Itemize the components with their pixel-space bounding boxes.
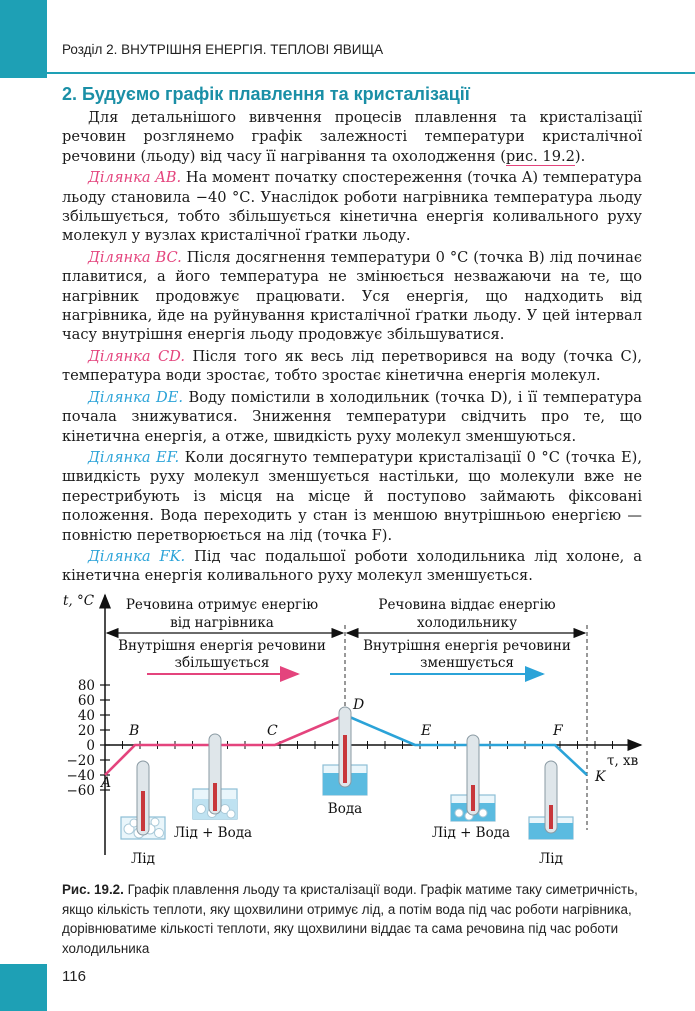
body-text [62,108,642,588]
y-tick-label: 20 [77,723,95,739]
paragraph-fk: Ділянка FK. Під час подальшої роботи холодильника лід холоне, а кінетична енергія коливального руху молекул зменшується. [62,547,642,585]
y-axis-label: t, °C [63,593,95,609]
paragraph-cd: Ділянка CD. Після того як весь лід перетворився на воду (точка C), температура води зростає, тобто зростає кінетична енергія молекул. [62,347,643,385]
cool-title-line-2: холодильнику [416,615,518,631]
y-tick-label: 60 [77,693,95,709]
heat-title-line-2: від нагрівника [170,615,274,631]
page-number: 116 [62,968,86,985]
y-tick-label: 40 [77,708,95,724]
x-axis-label: τ, хв [607,753,639,769]
energy-decrease-line-1: Внутрішня енергія речовини [363,638,571,654]
point-label-a: A [101,775,112,791]
section-title: 2. Будуємо графік плавлення та кристалізації [62,84,470,104]
energy-decrease-line-2: зменшується [420,655,514,671]
segment-label-cd: Ділянка CD. [88,347,185,365]
segment-label-de: Ділянка DE. [88,388,183,406]
point-label-f: F [553,723,563,739]
label-water: Вода [327,801,363,817]
y-tick-label: −40 [66,768,95,784]
paragraph-bc: Ділянка BC. Після досягнення температури 0 °С (точка B) лід починає плавитися, а його температура не змінюється незважаючи на те, що нагрівник продовжує працювати. Уся енергія, що надходить від нагрівника, йде на руйнування кристалічної ґратки льоду. У цей інтервал часу внутрішня енергія льоду продовжує збільшуватися. [62,248,642,344]
y-tick-label: 0 [86,738,95,754]
segment-label-ab: Ділянка AB. [88,169,182,187]
point-label-e: E [421,723,432,739]
paragraph-ef: Ділянка EF. Коли досягнуто температури кристалізації 0 °С (точка E), швидкість руху молекул зменшується настільки, що молекули вже не перестрибують із місця на місце й поступово займають фіксовані положення. Вода переходить у стан із меншою внутрішньою енергією — повністю перетворюється на лід (точка F). [62,448,642,544]
ice-water-container-illustration-2 [451,735,495,821]
chapter-color-tab [0,0,47,78]
ice-container-illustration [121,761,165,839]
y-tick-label: −60 [66,783,95,799]
page-color-tab [0,964,47,1011]
energy-increase-line-2: збільшується [174,655,270,671]
running-header: Розділ 2. ВНУТРІШНЯ ЕНЕРГІЯ. ТЕПЛОВІ ЯВИЩА [62,42,384,57]
ice-container-illustration-2 [529,761,573,839]
energy-increase-line-1: Внутрішня енергія речовини [118,638,326,654]
y-tick-label: 80 [77,678,95,694]
caption-label: Рис. 19.2. [62,882,124,897]
segment-label-bc: Ділянка BC. [88,248,182,266]
point-label-k: K [595,769,606,785]
figure-caption [62,880,642,958]
label-ice-water-2: Лід + Вода [431,825,511,841]
point-label-b: B [129,723,140,739]
point-label-d: D [353,697,365,713]
header-rule [47,72,695,74]
melting-crystallization-figure [55,585,645,875]
caption-text: Графік плавлення льоду та кристалізації води. Графік матиме таку симетричність, якщо кількість теплоти, яку щохвилини отримує лід, а потім вода під час роботи нагрівника, дорівнюватиме кількості теплоти, яку щохвилини віддає та сама речовина під час роботи холодильника [62,882,638,956]
paragraph-ab: Ділянка AB. На момент початку спостереження (точка A) температура льоду становила −40 °С. Унаслідок роботи нагрівника температура льоду збільшується, тобто збільшується кінетична енергія коливального руху молекул у вузлах кристалічної ґратки льоду. [62,169,642,245]
ice-water-container-illustration [193,734,237,819]
figure-link[interactable]: рис. 19.2 [505,147,575,165]
paragraph-intro: Для детальнішого вивчення процесів плавлення та кристалізації речовин розглянемо графік залежності температури кристалічної речовини (льоду) від часу її нагрівання та охолодження (рис. 19.2). [62,109,642,165]
label-ice-water: Лід + Вода [173,825,253,841]
cool-title-line-1: Речовина віддає енергію [378,597,556,613]
y-tick-label: −20 [66,753,95,769]
label-ice-2: Лід [539,851,563,867]
paragraph-de: Ділянка DE. Воду помістили в холодильник (точка D), і її температура почала знижуватися. Зниження температури свідчить про те, що кінетична енергія, а отже, швидкість руху молекул зменшуються. [62,388,642,445]
segment-label-ef: Ділянка EF. [88,448,180,466]
label-ice: Лід [131,851,155,867]
segment-label-fk: Ділянка FK. [88,547,186,565]
point-label-c: C [267,723,278,739]
heat-title-line-1: Речовина отримує енергію [125,597,319,613]
